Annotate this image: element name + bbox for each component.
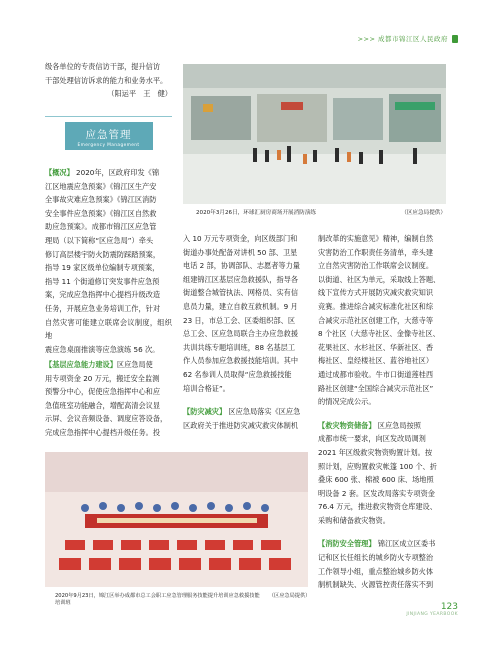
text-line: 助应急预案》。成都市锦江区应急管 — [45, 222, 157, 232]
text-line: 指导 11 个街道修订突发事件应急预 — [45, 276, 160, 286]
text-line: 合减灾示范社区创建工作，大慈寺等 — [318, 315, 434, 325]
text-line: 成都市统一要求，向区发改局调剂 — [318, 434, 426, 444]
text-line: 62 名参训人员取得“应急救援技能 — [183, 369, 292, 379]
text-line: 街道办事处配备对讲机 50 部、卫星 — [183, 247, 298, 257]
text-line: 梅社区、皇经楼社区、蓝谷地社区） — [318, 356, 434, 366]
text-line: 竞赛。推进综合减灾标准化社区和综 — [318, 301, 434, 311]
fire-drill-photo — [183, 64, 446, 204]
text-line: 区应急局落实《区应急 — [226, 407, 301, 417]
text-line: 任务，开展应急业务培训工作，针对 — [45, 303, 161, 313]
grassroots-tag: 【基层应急能力建设】 — [45, 360, 117, 369]
yearbook-label: JINJIANG YEARBOOK — [406, 612, 458, 617]
text-line: 工作领导小组，重点整治城乡防火体 — [318, 566, 434, 576]
byline: （阳运平 王 健） — [107, 89, 172, 99]
section-header — [45, 116, 172, 152]
text-line: 区应急局按照 — [375, 420, 421, 430]
text-line: 完成应急指挥中心提档升级任务。投 — [45, 427, 161, 437]
supplies-tag: 【救灾物资储备】 — [318, 420, 376, 430]
text-line: 修订高层楼宇防火防震防踩踏预案， — [45, 249, 161, 259]
training-photo — [45, 452, 308, 587]
text-line: 作人员参加应急救援技能培训。其中 — [183, 356, 299, 366]
bottom-photo-caption — [55, 592, 311, 606]
page-number: 123 — [440, 602, 458, 612]
text-line: 理局（以下简称“区应急局”）牵头 — [45, 235, 154, 245]
training-illustration — [45, 452, 308, 587]
running-header — [358, 34, 458, 43]
text-line: 用专项资金 20 万元，搬迁安全监测 — [45, 373, 160, 383]
text-line: 培训合格证”。 — [183, 383, 230, 393]
intro-line: 级各单位的专责信访干部，提升信访 — [45, 62, 161, 71]
text-line: 23 日，市总工会、区委组织部、区 — [183, 315, 296, 325]
header-mark-icon — [452, 35, 458, 43]
section-title: 应急管理 — [85, 129, 132, 141]
text-line: 2020年，区政府印发《锦 — [73, 168, 160, 177]
text-line: 明设备 2 套。区发改局落实专项资金 — [318, 488, 435, 498]
overview-tag: 【概况】 — [45, 168, 74, 177]
caption-credit: （区应急局提供） — [268, 593, 311, 599]
text-line: 入 10 万元专项资金，向区级部门和 — [183, 234, 298, 243]
intro-line: 干部处理信访诉求的能力和业务水平。 — [45, 75, 168, 85]
caption-text: 2020年3月26日，环球汇厨房商场开展消防演练 — [196, 210, 317, 216]
text-line: 总工会、区应急局联合主办应急救援 — [183, 329, 299, 339]
fire-safety-tag: 【消防安全管理】 — [318, 539, 376, 549]
section-subtitle: Emergency Management — [77, 143, 140, 148]
text-line: 区政府关于推进防灾减灾救灾体制机 — [183, 420, 299, 430]
text-line: 组建锦江区基层应急救援队，指导各 — [183, 274, 299, 284]
text-line: 自然灾害可能建立联席会议制度，组织地 — [45, 317, 172, 341]
text-line: 记和区长任组长的城乡防火专项整治 — [318, 553, 434, 563]
section-badge — [65, 122, 153, 150]
text-line: 案，完成应急指挥中心提档升级改造 — [45, 290, 161, 300]
top-photo-caption — [196, 208, 446, 216]
text-line: 预警分中心，促使应急指挥中心和应 — [45, 387, 161, 397]
text-line: 花果社区、水杉社区、华新社区、香 — [318, 342, 434, 352]
text-line: 电话 2 部，协调部队、志愿者等力量 — [183, 261, 300, 271]
text-line: 息员力量，建立自救互救机制。9 月 — [183, 301, 298, 311]
text-line: 立自然灾害防治工作联席会议制度。 — [318, 261, 434, 271]
text-line: 震应急桌面推演等应急演练 56 次。 — [45, 344, 160, 354]
disaster-tag: 【防灾减灾】 — [183, 407, 227, 417]
middle-column — [183, 232, 308, 432]
section-rule — [45, 116, 172, 117]
text-line: 示屏、会议音频设备、调度应答设备， — [45, 414, 168, 424]
text-line: 共训共练专题培训班，88 名基层工 — [183, 342, 296, 352]
text-line: 锦江区成立区委书 — [375, 539, 436, 549]
text-line: 线下宣传方式开展防灾减灾救灾知识 — [318, 288, 434, 298]
text-line: 全事故灾难应急预案》《锦江区消防 — [45, 195, 157, 205]
caption-credit: （区应急局提供） — [401, 210, 446, 216]
left-column-intro — [45, 60, 172, 101]
text-line: 江区地震应急预案》《锦江区生产安 — [45, 181, 157, 191]
page-footer — [406, 602, 458, 617]
text-line: 8 个社区（大慈寺社区、金像寺社区、 — [318, 329, 440, 339]
grassroots-paragraph — [45, 358, 172, 440]
caption-text: 2020年9月23日，锦江区举办成都市总工会职工应急管理服务技能提升培训应急救援技能培训班 — [55, 593, 260, 606]
text-line: 制机制缺失、火源管控责任落实不到 — [318, 580, 434, 590]
text-line: 路社区创建“全国综合减灾示范社区” — [318, 383, 434, 393]
text-line: 区应急局使 — [116, 360, 153, 369]
text-line: 76.4 万元，推进救灾物资仓库建设、 — [318, 502, 437, 512]
text-line: 的情况完成公示。 — [318, 397, 376, 407]
right-column — [318, 232, 446, 592]
text-line: 照计划，应购置救灾帐篷 100 个、折 — [318, 461, 437, 471]
text-line: 急值班室功能融合，增配高清会议显 — [45, 400, 161, 410]
fire-drill-illustration — [183, 64, 446, 204]
overview-paragraph — [45, 166, 172, 356]
text-line: 指导 19 家区级单位编制专项预案， — [45, 263, 160, 273]
text-line: 安全事件应急预案》《锦江区自然救 — [45, 208, 157, 218]
text-line: 2021 年区级救灾物资购置计划。按 — [318, 447, 433, 457]
text-line: 以街道、社区为单元，采取线上答题、 — [318, 274, 441, 284]
text-line: 街道整合城管执法、网格员、实有信 — [183, 288, 299, 298]
text-line: 叠床 600 张、棉被 600 床、场地照 — [318, 475, 434, 485]
text-line: 制改革的实施意见》精神，编制自然 — [318, 234, 434, 243]
text-line: 灾害防治工作职责任务清单，牵头建 — [318, 247, 434, 257]
running-title: >>> 成都市锦江区人民政府 — [357, 35, 448, 43]
text-line: 采购和储备救灾物资。 — [318, 515, 390, 525]
text-line: 通过成都市验收。牛市口街道莲桂西 — [318, 369, 434, 379]
